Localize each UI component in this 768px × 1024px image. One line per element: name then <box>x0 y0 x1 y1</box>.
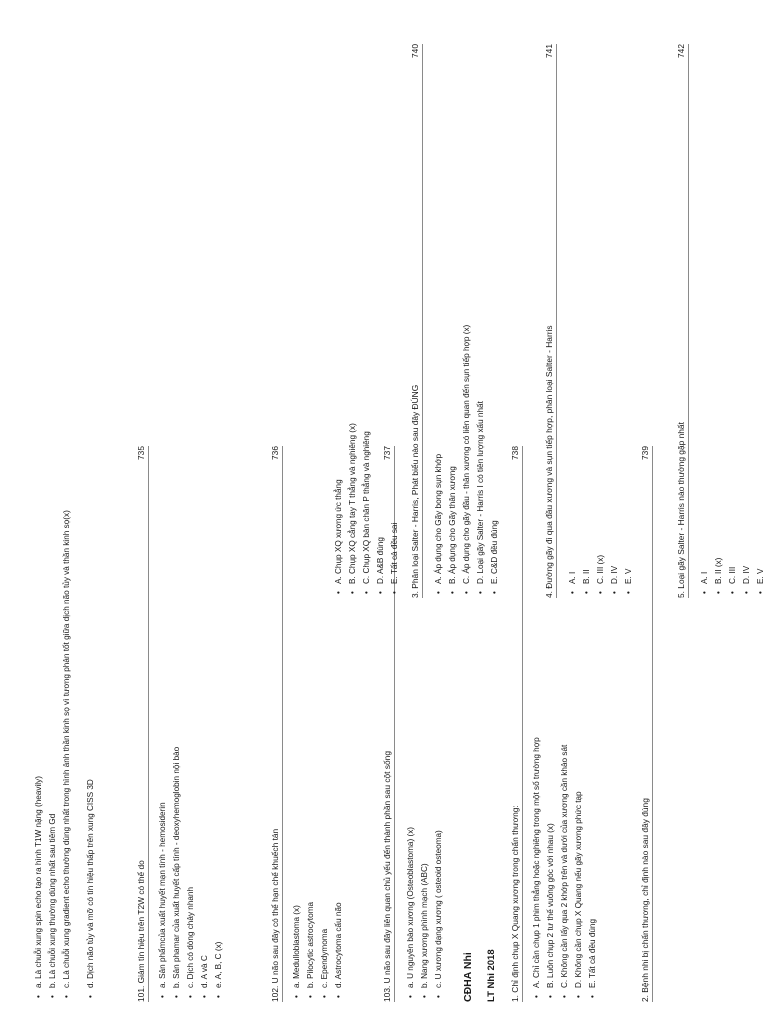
option-text: B. Chụp XQ cẳng tay T thẳng và nghiêng (x) <box>348 423 357 584</box>
page-number: 740 <box>410 44 420 58</box>
option-text: E. Tất cả đều đúng <box>588 918 597 988</box>
option-text: b. Là chuỗi xung thường dùng nhất sau tiêm Gd <box>48 813 57 988</box>
bullet-icon: • <box>86 995 95 998</box>
option-item <box>624 30 634 594</box>
bullet-icon: • <box>624 591 633 594</box>
bullet-icon: • <box>292 995 301 998</box>
option-item <box>742 30 752 594</box>
option-text: E. V <box>624 568 633 584</box>
option-text: C. Chụp XQ bàn chân P thẳng và nghiêng <box>362 431 371 584</box>
option-item <box>582 30 592 594</box>
bullet-icon: • <box>200 995 209 998</box>
bullet-icon: • <box>582 591 591 594</box>
option-text: E. Tất cả đều sai <box>390 522 399 584</box>
question-title: 2. Bệnh nhi bị chấn thương, chỉ định nào sau đây đúng <box>640 798 650 1002</box>
option-item <box>532 432 542 998</box>
option-item <box>714 30 724 594</box>
bullet-icon: • <box>434 995 443 998</box>
option-text: a. Sản phẩmcủa xuất huyết mạn tính - hemosiderin <box>158 802 167 988</box>
option-text: b. Pilocytic astrocytoma <box>306 902 315 988</box>
option-text: D. IV <box>610 565 619 584</box>
option-text: D. Loại gãy Salter - Harris I có tiên lượng xấu nhất <box>476 401 485 584</box>
option-text: a. Là chuỗi xung spin echo tạo ra hình T1W nặng (heavily) <box>34 776 43 988</box>
bullet-icon: • <box>588 995 597 998</box>
option-item <box>568 30 578 594</box>
bullet-icon: • <box>34 995 43 998</box>
option-text: a. U nguyên bào xương (Osteoblastoma) (x) <box>406 826 415 988</box>
page-number: 739 <box>640 446 650 460</box>
option-item <box>34 432 44 998</box>
option-text: c. Dịch có dòng chảy nhanh <box>186 886 195 988</box>
question-title: 5. Loại gãy Salter - Harris nào thường gặp nhất <box>676 422 686 598</box>
sub-title: LT Nhi 2018 <box>486 949 497 1002</box>
option-text: D. Không cần chụp X Quang nếu gãy xương phức tạp <box>574 791 583 988</box>
bullet-icon: • <box>728 591 737 594</box>
bullet-icon: • <box>532 995 541 998</box>
bullet-icon: • <box>362 591 371 594</box>
option-item <box>172 432 182 998</box>
bullet-icon: • <box>596 591 605 594</box>
bullet-icon: • <box>560 995 569 998</box>
bullet-icon: • <box>172 995 181 998</box>
question-title: 4. Đường gãy đi qua đầu xương và sụn tiếp hợp, phân loại Salter - Harris <box>544 325 554 598</box>
option-item <box>306 432 316 998</box>
option-item <box>448 30 458 594</box>
bullet-icon: • <box>186 995 195 998</box>
bullet-icon: • <box>306 995 315 998</box>
question-header <box>544 44 557 598</box>
question-header <box>270 446 283 1002</box>
option-item <box>348 30 358 594</box>
bullet-icon: • <box>334 591 343 594</box>
bullet-icon: • <box>390 591 399 594</box>
bullet-icon: • <box>48 995 57 998</box>
option-text: D. A&B đúng <box>376 537 385 584</box>
option-text: b. Nang xương phình mạch (ABC) <box>420 863 429 988</box>
bullet-icon: • <box>376 591 385 594</box>
question-header <box>640 446 653 1002</box>
option-item <box>158 432 168 998</box>
option-item <box>434 30 444 594</box>
question-header <box>136 446 149 1002</box>
page-number: 742 <box>676 44 686 58</box>
bullet-icon: • <box>568 591 577 594</box>
bullet-icon: • <box>700 591 709 594</box>
option-text: c. Là chuỗi xung gradient echo thường dùng nhất trong hình ảnh thần kinh sọ vì tương phản tốt giữa dịch não tủy và thần kinh sọ(x) <box>62 510 71 988</box>
option-item <box>596 30 606 594</box>
option-item <box>756 30 766 594</box>
option-text: A. I <box>700 571 709 584</box>
bullet-icon: • <box>158 995 167 998</box>
option-text: d. Astrocytoma cấu não <box>334 902 343 988</box>
bullet-icon: • <box>62 995 71 998</box>
option-text: C. III (x) <box>596 554 605 584</box>
option-item <box>728 30 738 594</box>
option-text: A. Chụp XQ xương ức thẳng <box>334 479 343 584</box>
option-item <box>490 30 500 594</box>
option-text: d. A và C <box>200 955 209 988</box>
bullet-icon: • <box>406 995 415 998</box>
option-item <box>86 432 96 998</box>
question-header <box>676 44 689 598</box>
option-item <box>62 432 72 998</box>
option-item <box>214 432 224 998</box>
option-text: C. Áp dụng cho gãy đầu - thân xương có liên quan đến sụn tiếp hợp (x) <box>462 324 471 584</box>
option-item <box>376 30 386 594</box>
option-item <box>476 30 486 594</box>
bullet-icon: • <box>574 995 583 998</box>
option-text: e. A, B, C (x) <box>214 941 223 988</box>
bullet-icon: • <box>334 995 343 998</box>
option-item <box>700 30 710 594</box>
question-title: 102. U não sau đây có thể hạn chế khuếch tán <box>270 828 280 1002</box>
bullet-icon: • <box>742 591 751 594</box>
bullet-icon: • <box>610 591 619 594</box>
bullet-icon: • <box>348 591 357 594</box>
bullet-icon: • <box>490 591 499 594</box>
option-text: B. II (x) <box>714 557 723 584</box>
question-header <box>510 446 523 1002</box>
option-item <box>200 432 210 998</box>
option-item <box>334 30 344 594</box>
option-item <box>362 30 372 594</box>
page-number: 736 <box>270 446 280 460</box>
page-number: 737 <box>382 446 392 460</box>
bullet-icon: • <box>434 591 443 594</box>
question-title: 101. Giảm tín hiệu trên T2W có thể do <box>136 860 146 1002</box>
page-number: 738 <box>510 446 520 460</box>
question-title: 103. U não sau đây liên quan chủ yếu đến thành phần sau cột sống <box>382 751 392 1002</box>
bullet-icon: • <box>756 591 765 594</box>
option-item <box>320 432 330 998</box>
bullet-icon: • <box>476 591 485 594</box>
option-item <box>390 30 400 594</box>
bullet-icon: • <box>420 995 429 998</box>
option-text: B. II <box>582 569 591 584</box>
bullet-icon: • <box>320 995 329 998</box>
option-text: C. Không cần lấy qua 2 khớp trên và dưới của xương cần khảo sát <box>560 744 569 988</box>
option-text: C. III <box>728 566 737 584</box>
question-title: 1. Chỉ định chụp X Quang xương trong chấn thương: <box>510 805 520 1002</box>
option-text: d. Dịch não tủy và mỡ có tín hiệu thấp trên xung CISS 3D <box>86 779 95 988</box>
bullet-icon: • <box>214 995 223 998</box>
option-text: c. U xương dạng xương ( osteoid osteoma) <box>434 830 443 988</box>
option-text: E. C&D đều đúng <box>490 520 499 584</box>
question-title: 3. Phân loại Salter - Harris, Phát biểu nào sau đây ĐÚNG <box>410 384 420 598</box>
page-number: 735 <box>136 446 146 460</box>
option-item <box>610 30 620 594</box>
option-text: A. Chỉ cần chụp 1 phim thẳng hoặc nghiêng trong một số trường hợp <box>532 737 541 988</box>
option-text: A. Áp dụng cho Gãy bong sụn khớp <box>434 453 443 584</box>
option-text: c. Ependymoma <box>320 928 329 988</box>
option-item <box>186 432 196 998</box>
bullet-icon: • <box>462 591 471 594</box>
option-text: b. Sản phamar của xuất huyết cấp tính - deoxyhemoglobin nội bào <box>172 746 181 988</box>
option-item <box>48 432 58 998</box>
bullet-icon: • <box>714 591 723 594</box>
option-item <box>462 30 472 594</box>
option-item <box>292 432 302 998</box>
option-text: a. Medulloblastoma (x) <box>292 905 301 988</box>
bullet-icon: • <box>546 995 555 998</box>
option-text: E. V <box>756 568 765 584</box>
bullet-icon: • <box>448 591 457 594</box>
question-header <box>410 44 423 598</box>
section-title: CĐHA Nhi <box>462 952 474 1002</box>
option-text: B. Áp dụng cho Gãy thân xương <box>448 466 457 584</box>
page-number: 741 <box>544 44 554 58</box>
option-text: D. IV <box>742 565 751 584</box>
option-text: B. Luôn chụp 2 tư thế vuông góc với nhau (x) <box>546 823 555 988</box>
option-text: A. I <box>568 571 577 584</box>
